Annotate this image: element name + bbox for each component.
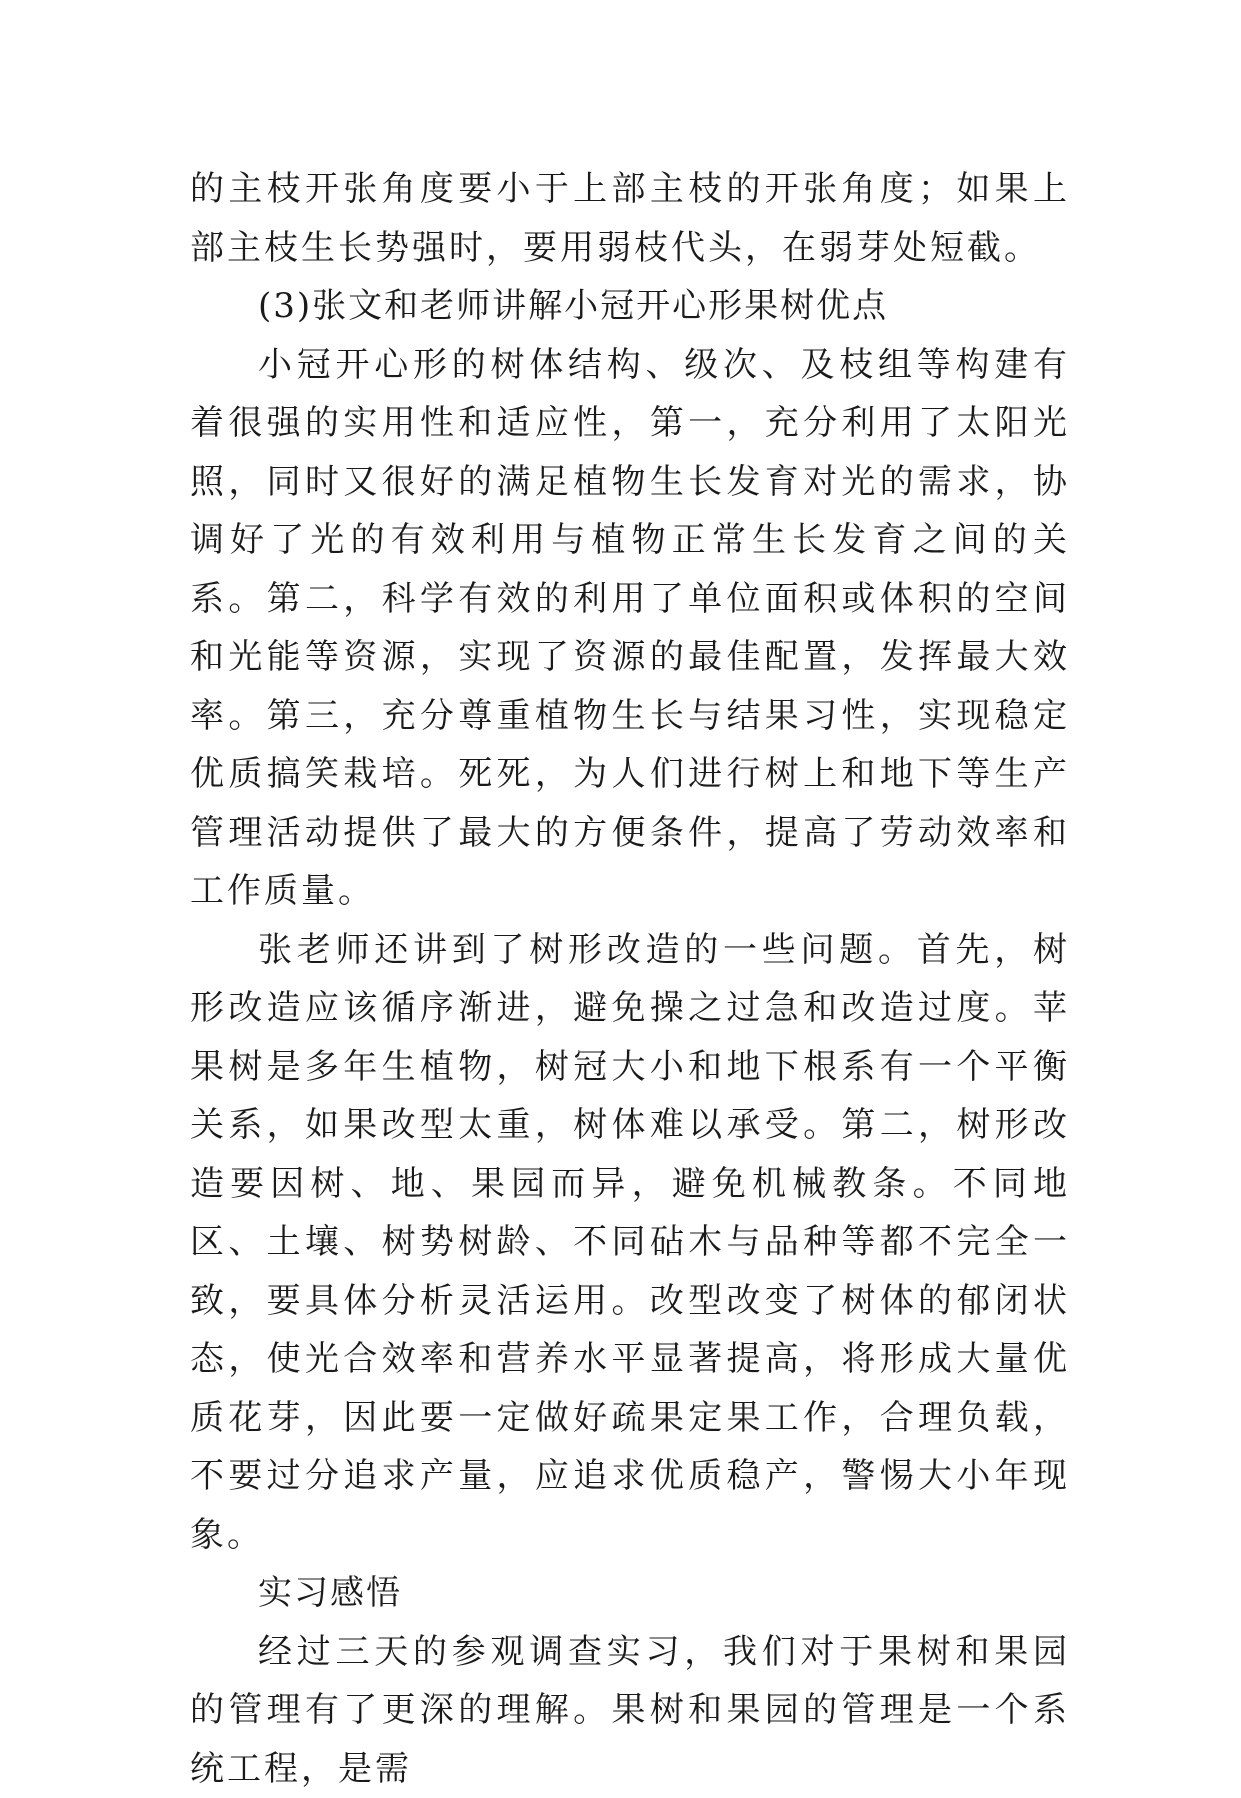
paragraph-advantages: 小冠开心形的树体结构、级次、及枝组等构建有着很强的实用性和适应性，第一，充分利用了太阳光照，同时又很好的满足植物生长发育对光的需求，协调好了光的有效利用与植物正常生长发育之间的关系。第二，科学有效的利用了单位面积或体积的空间和光能等资源，实现了资源的最佳配置，发挥最大效率。第三，充分尊重植物生长与结果习性，实现稳定优质搞笑栽培。死死，为人们进行树上和地下等生产管理活动提供了最大的方便条件，提高了劳动效率和工作质量。: [190, 336, 1070, 921]
paragraph-reflections: 经过三天的参观调查实习，我们对于果树和果园的管理有了更深的理解。果树和果园的管理是一个系统工程，是需: [190, 1623, 1070, 1798]
document-page: [190, 160, 1070, 1798]
section-heading-reflections: 实习感悟: [190, 1564, 1070, 1623]
paragraph-branch-angle: 的主枝开张角度要小于上部主枝的开张角度；如果上部主枝生长势强时，要用弱枝代头，在弱芽处短截。: [190, 160, 1070, 277]
paragraph-tree-reshaping: 张老师还讲到了树形改造的一些问题。首先，树形改造应该循序渐进，避免操之过急和改造过度。苹果树是多年生植物，树冠大小和地下根系有一个平衡关系，如果改型太重，树体难以承受。第二，树形改造要因树、地、果园而异，避免机械教条。不同地区、土壤、树势树龄、不同砧木与品种等都不完全一致，要具体分析灵活运用。改型改变了树体的郁闭状态，使光合效率和营养水平显著提高，将形成大量优质花芽，因此要一定做好疏果定果工作，合理负载，不要过分追求产量，应追求优质稳产，警惕大小年现象。: [190, 921, 1070, 1565]
section-heading-advantages: (3)张文和老师讲解小冠开心形果树优点: [190, 277, 1070, 336]
